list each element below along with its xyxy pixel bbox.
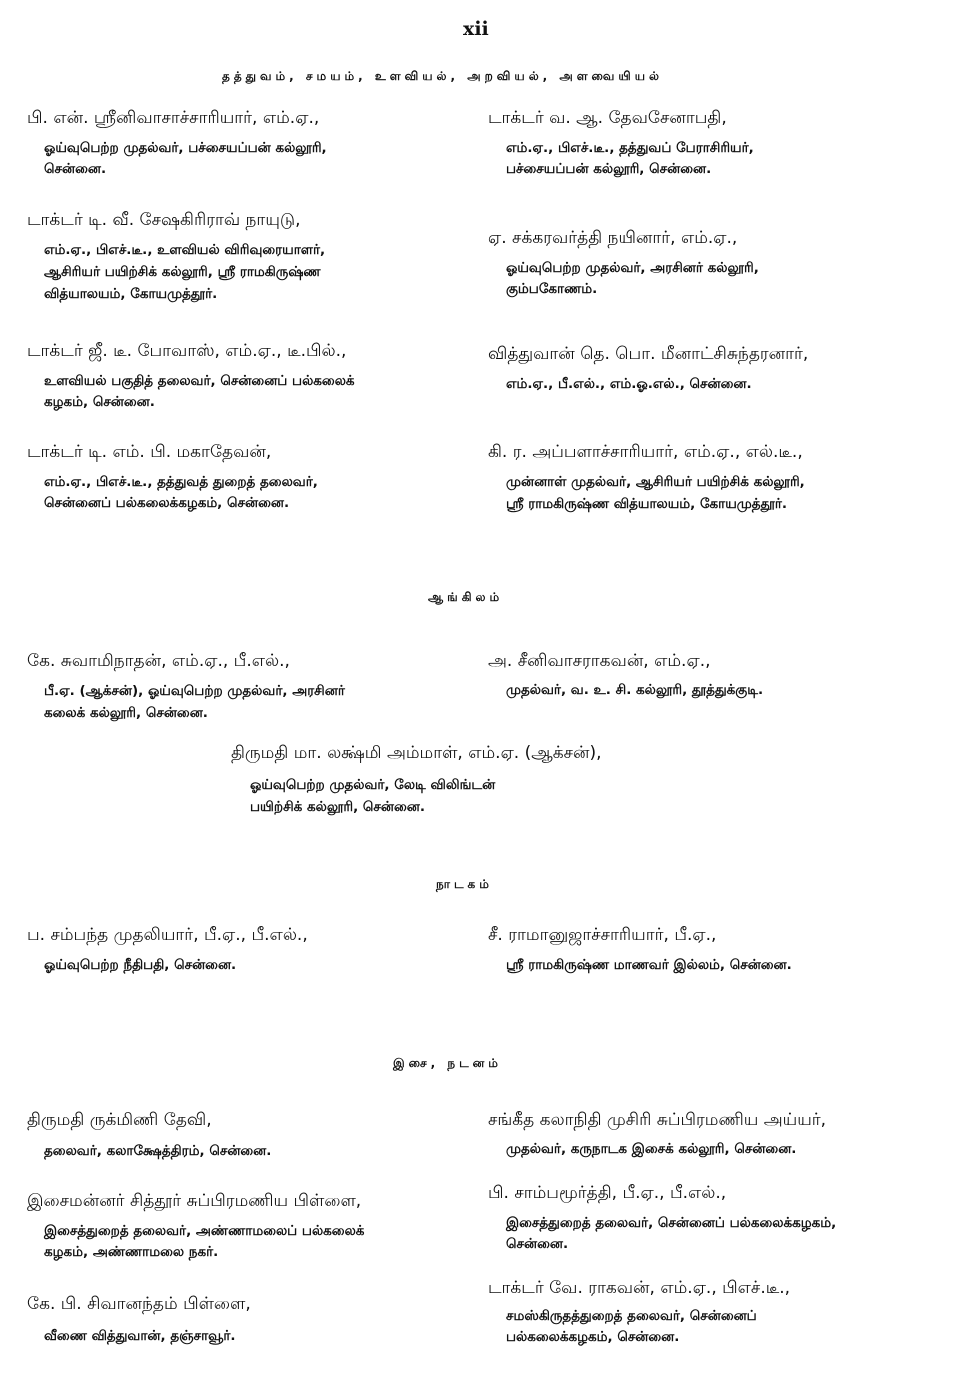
entry-description: சென்னை. bbox=[44, 161, 107, 177]
entry-name: டாக்டர் ஜீ. டீ. போவாஸ், எம்.ஏ., டீ.பில்., bbox=[27, 341, 347, 361]
entry-description: முன்னாள் முதல்வர், ஆசிரியர் பயிற்சிக் கல்லூரி, bbox=[506, 474, 805, 490]
entry-description: எம்.ஏ., பீ.எல்., எம்.ஓ.எல்., சென்னை. bbox=[506, 376, 752, 392]
entry-name: சங்கீத கலாநிதி முசிரி சுப்பிரமணிய அய்யர், bbox=[488, 1110, 827, 1130]
section-heading-music-dance: இசை, நடனம் bbox=[393, 1056, 502, 1070]
entry-description: வித்யாலயம், கோயமுத்தூர். bbox=[44, 286, 218, 302]
entry-description: ஓய்வுபெற்ற முதல்வர், பச்சையப்பன் கல்லூரி, bbox=[44, 140, 327, 156]
entry-description: பயிற்சிக் கல்லூரி, சென்னை. bbox=[250, 799, 425, 815]
entry-description: இசைத்துறைத் தலைவர், சென்னைப் பல்கலைக்கழகம், bbox=[506, 1215, 837, 1231]
entry-description: ஸ்ரீ ராமகிருஷ்ண மாணவர் இல்லம், சென்னை. bbox=[506, 957, 792, 973]
entry-description: எம்.ஏ., பிஎச்.டீ., தத்துவப் பேராசிரியர், bbox=[506, 140, 754, 156]
entry-name: டாக்டர் வே. ராகவன், எம்.ஏ., பிஎச்.டீ., bbox=[488, 1278, 791, 1298]
entry-name: டாக்டர் டி. வீ. சேஷகிரிராவ் நாயுடு, bbox=[27, 210, 301, 230]
entry-name: பி. சாம்பமூர்த்தி, பீ.ஏ., பீ.எல்., bbox=[488, 1183, 727, 1203]
entry-description: முதல்வர், வ. உ. சி. கல்லூரி, தூத்துக்குடி. bbox=[506, 682, 764, 698]
section-heading-philosophy: தத்துவம், சமயம், உளவியல், அறவியல், அளவையியல் bbox=[222, 69, 663, 83]
entry-name: பி. என். ஸ்ரீனிவாசாச்சாரியார், எம்.ஏ., bbox=[27, 108, 320, 128]
entry-description: எம்.ஏ., பிஎச்.டீ., தத்துவத் துறைத் தலைவர், bbox=[44, 474, 318, 490]
page-number: xii bbox=[463, 18, 489, 40]
entry-description: பீ.ஏ. (ஆக்சன்), ஓய்வுபெற்ற முதல்வர், அரசினர் bbox=[44, 683, 345, 699]
entry-name: இசைமன்னர் சித்தூர் சுப்பிரமணிய பிள்ளை, bbox=[27, 1191, 362, 1211]
entry-name: ப. சம்பந்த முதலியார், பீ.ஏ., பீ.எல்., bbox=[27, 925, 308, 945]
entry-description: சமஸ்கிருதத்துறைத் தலைவர், சென்னைப் bbox=[506, 1308, 757, 1324]
entry-description: ஆசிரியர் பயிற்சிக் கல்லூரி, ஸ்ரீ ராமகிருஷ்ண bbox=[44, 264, 321, 280]
entry-name: அ. சீனிவாசராகவன், எம்.ஏ., bbox=[488, 651, 711, 671]
entry-description: ஓய்வுபெற்ற முதல்வர், அரசினர் கல்லூரி, bbox=[506, 260, 759, 276]
entry-description: கும்பகோணம். bbox=[506, 281, 598, 297]
entry-description: முதல்வர், கருநாடக இசைக் கல்லூரி, சென்னை. bbox=[506, 1141, 797, 1157]
entry-name: திருமதி மா. லக்ஷ்மி அம்மாள், எம்.ஏ. (ஆக்சன்), bbox=[231, 743, 602, 763]
entry-name: கி. ர. அப்பளாச்சாரியார், எம்.ஏ., எல்.டீ., bbox=[488, 442, 803, 462]
entry-name: டாக்டர் வ. ஆ. தேவசேனாபதி, bbox=[488, 108, 727, 128]
entry-description: கலைக் கல்லூரி, சென்னை. bbox=[44, 705, 208, 721]
entry-description: பச்சையப்பன் கல்லூரி, சென்னை. bbox=[506, 161, 712, 177]
entry-description: இசைத்துறைத் தலைவர், அண்ணாமலைப் பல்கலைக் bbox=[44, 1223, 365, 1239]
entry-name: கே. பி. சிவானந்தம் பிள்ளை, bbox=[27, 1294, 251, 1314]
entry-description: வீணை வித்துவான், தஞ்சாவூர். bbox=[44, 1328, 236, 1344]
entry-description: பல்கலைக்கழகம், சென்னை. bbox=[506, 1329, 680, 1345]
entry-description: கழகம், சென்னை. bbox=[44, 394, 155, 410]
entry-name: டாக்டர் டி. எம். பி. மகாதேவன், bbox=[27, 442, 272, 462]
entry-description: ஓய்வுபெற்ற நீதிபதி, சென்னை. bbox=[44, 957, 237, 973]
entry-description: கழகம், அண்ணாமலை நகர். bbox=[44, 1244, 219, 1260]
entry-name: ஏ. சக்கரவர்த்தி நயினார், எம்.ஏ., bbox=[488, 228, 738, 248]
section-heading-english: ஆங்கிலம் bbox=[428, 590, 504, 604]
entry-name: சீ. ராமானுஜாச்சாரியார், பீ.ஏ., bbox=[488, 925, 717, 945]
entry-description: எம்.ஏ., பிஎச்.டீ., உளவியல் விரிவுரையாளர், bbox=[44, 242, 326, 258]
entry-name: கே. சுவாமிநாதன், எம்.ஏ., பீ.எல்., bbox=[27, 651, 290, 671]
entry-name: வித்துவான் தெ. பொ. மீனாட்சிசுந்தரனார், bbox=[488, 344, 809, 364]
entry-description: சென்னை. bbox=[506, 1236, 569, 1252]
entry-description: உளவியல் பகுதித் தலைவர், சென்னைப் பல்கலைக் bbox=[44, 373, 355, 389]
entry-description: ஸ்ரீ ராமகிருஷ்ண வித்யாலயம், கோயமுத்தூர். bbox=[506, 496, 788, 512]
entry-description: தலைவர், கலாக்ஷேத்திரம், சென்னை. bbox=[44, 1143, 272, 1159]
entry-description: சென்னைப் பல்கலைக்கழகம், சென்னை. bbox=[44, 495, 290, 511]
section-heading-drama: நாடகம் bbox=[436, 877, 493, 891]
entry-description: ஓய்வுபெற்ற முதல்வர், லேடி விலிங்டன் bbox=[250, 777, 496, 793]
entry-name: திருமதி ருக்மிணி தேவி, bbox=[27, 1110, 212, 1130]
